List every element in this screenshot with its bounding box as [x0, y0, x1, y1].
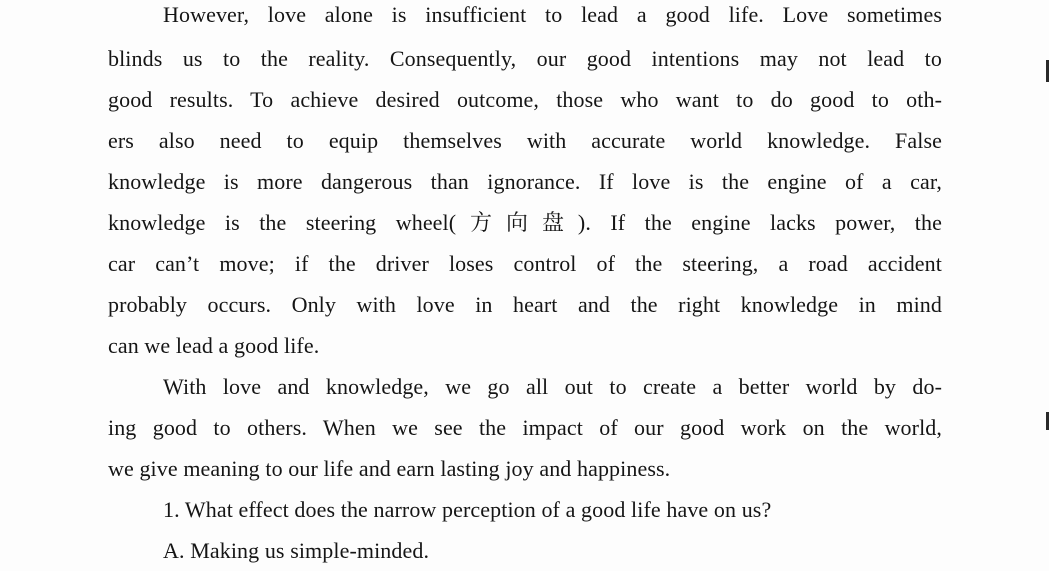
- text-line: good results. To achieve desired outcome, those who want to do good to oth-: [108, 87, 942, 112]
- text-line: probably occurs. Only with love in heart and the right knowledge in mind: [108, 292, 942, 317]
- text-line: blinds us to the reality. Consequently, our good intentions may not lead to: [108, 46, 942, 71]
- text-line: can we lead a good life.: [108, 333, 320, 358]
- text-line: However, love alone is insufficient to lead a good life. Love sometimes: [163, 2, 942, 27]
- text-line: knowledge is more dangerous than ignorance. If love is the engine of a car,: [108, 169, 942, 194]
- text-line: knowledge is the steering wheel(方向盘). If the engine lacks power, the: [108, 210, 942, 235]
- question-stem: 1. What effect does the narrow perception of a good life have on us?: [163, 497, 772, 522]
- text-line: we give meaning to our life and earn lasting joy and happiness.: [108, 456, 671, 481]
- text-line: ers also need to equip themselves with accurate world knowledge. False: [108, 128, 942, 153]
- answer-option-a: A. Making us simple-minded.: [163, 538, 430, 563]
- text-line: With love and knowledge, we go all out to create a better world by do-: [163, 374, 942, 399]
- text-line: car can’t move; if the driver loses control of the steering, a road accident: [108, 251, 942, 276]
- text-line: ing good to others. When we see the impact of our good work on the world,: [108, 415, 942, 440]
